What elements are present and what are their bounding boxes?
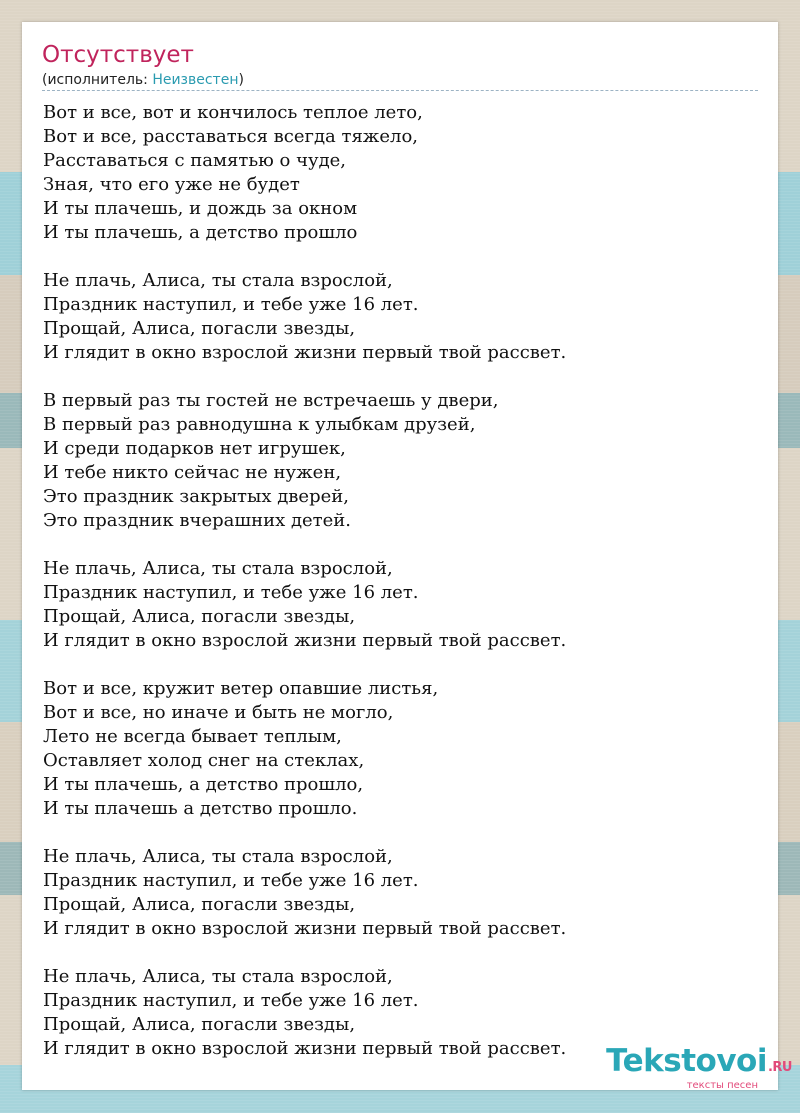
lyrics-line: Вот и все, вот и кончилось теплое лето, bbox=[43, 102, 423, 123]
lyrics-line: Вот и все, но иначе и быть не могло, bbox=[43, 702, 394, 723]
lyrics-stanza bbox=[43, 677, 762, 821]
song-title: Отсутствует bbox=[42, 42, 194, 68]
artist-prefix: (исполнитель: bbox=[42, 72, 153, 88]
lyrics-line: И среди подарков нет игрушек, bbox=[43, 438, 346, 459]
lyrics-line: Это праздник вчерашних детей. bbox=[43, 510, 352, 531]
lyrics-line: Лето не всегда бывает теплым, bbox=[43, 726, 342, 747]
lyrics-line: И ты плачешь а детство прошло. bbox=[43, 798, 358, 819]
lyrics-line: И ты плачешь, а детство прошло bbox=[43, 222, 358, 243]
lyrics-line: Прощай, Алиса, погасли звезды, bbox=[43, 318, 356, 339]
artist-line bbox=[42, 72, 244, 88]
lyrics-line: Расставаться с памятью о чуде, bbox=[43, 150, 347, 171]
lyrics-line: Праздник наступил, и тебе уже 16 лет. bbox=[43, 582, 419, 603]
logo-wordmark bbox=[606, 1043, 792, 1083]
lyrics-line: И глядит в окно взрослой жизни первый твой рассвет. bbox=[43, 630, 567, 651]
lyrics-line: И тебе никто сейчас не нужен, bbox=[43, 462, 342, 483]
lyrics-line: Вот и все, кружит ветер опавшие листья, bbox=[43, 678, 439, 699]
header-divider bbox=[42, 90, 758, 91]
lyrics-line: Праздник наступил, и тебе уже 16 лет. bbox=[43, 294, 419, 315]
lyrics-line: Прощай, Алиса, погасли звезды, bbox=[43, 1014, 356, 1035]
lyrics-line: В первый раз равнодушна к улыбкам друзей, bbox=[43, 414, 476, 435]
lyrics-stanza bbox=[43, 269, 762, 365]
artist-suffix: ) bbox=[238, 72, 244, 88]
lyrics-stanza bbox=[43, 845, 762, 941]
lyrics-line: Это праздник закрытых дверей, bbox=[43, 486, 349, 507]
lyrics-line: Прощай, Алиса, погасли звезды, bbox=[43, 606, 356, 627]
lyrics-line: Не плачь, Алиса, ты стала взрослой, bbox=[43, 558, 393, 579]
lyrics-card bbox=[22, 22, 778, 1090]
lyrics-body bbox=[43, 101, 762, 1085]
lyrics-line: Не плачь, Алиса, ты стала взрослой, bbox=[43, 846, 393, 867]
lyrics-line: Праздник наступил, и тебе уже 16 лет. bbox=[43, 870, 419, 891]
lyrics-line: Вот и все, расставаться всегда тяжело, bbox=[43, 126, 419, 147]
lyrics-line: И ты плачешь, а детство прошло, bbox=[43, 774, 364, 795]
site-logo[interactable] bbox=[606, 1043, 792, 1091]
lyrics-line: В первый раз ты гостей не встречаешь у двери, bbox=[43, 390, 499, 411]
lyrics-line: Не плачь, Алиса, ты стала взрослой, bbox=[43, 270, 393, 291]
lyrics-line: Оставляет холод снег на стеклах, bbox=[43, 750, 365, 771]
lyrics-line: Прощай, Алиса, погасли звезды, bbox=[43, 894, 356, 915]
lyrics-line: И глядит в окно взрослой жизни первый твой рассвет. bbox=[43, 1038, 567, 1059]
lyrics-stanza bbox=[43, 389, 762, 533]
lyrics-stanza bbox=[43, 101, 762, 245]
lyrics-line: И глядит в окно взрослой жизни первый твой рассвет. bbox=[43, 918, 567, 939]
logo-tagline: тексты песен bbox=[686, 1080, 758, 1091]
artist-link[interactable]: Неизвестен bbox=[152, 72, 239, 88]
logo-domain: .RU bbox=[767, 1060, 792, 1075]
lyrics-stanza bbox=[43, 557, 762, 653]
lyrics-line: Не плачь, Алиса, ты стала взрослой, bbox=[43, 966, 393, 987]
lyrics-line: Праздник наступил, и тебе уже 16 лет. bbox=[43, 990, 419, 1011]
lyrics-line: И ты плачешь, и дождь за окном bbox=[43, 198, 358, 219]
lyrics-line: И глядит в окно взрослой жизни первый твой рассвет. bbox=[43, 342, 567, 363]
lyrics-line: Зная, что его уже не будет bbox=[43, 174, 300, 195]
logo-name: Tekstovoi bbox=[606, 1043, 767, 1079]
